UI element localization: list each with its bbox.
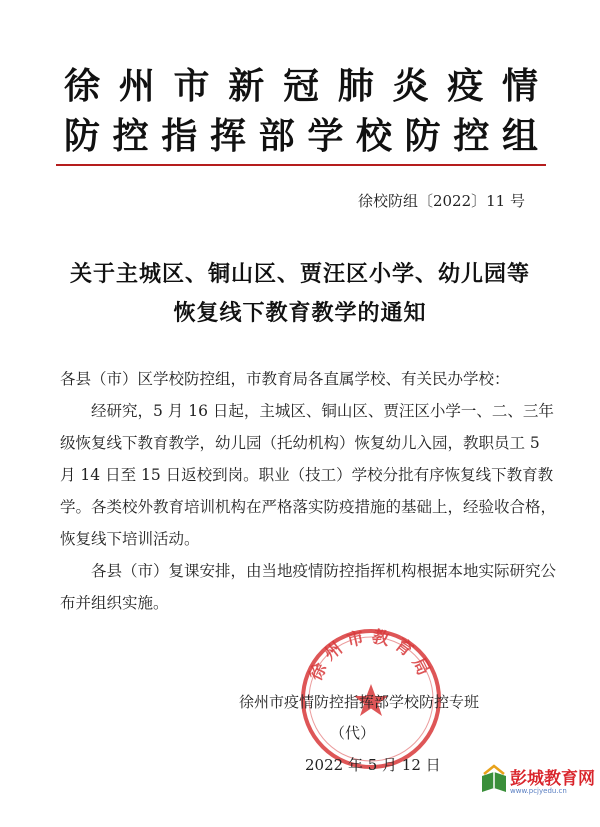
body-paragraph-2: 各县（市）复课安排，由当地疫情防控指挥机构根据本地实际研究公布并组织实施。 — [60, 562, 557, 612]
document-number: 徐校防组〔2022〕11 号 — [357, 192, 525, 210]
notice-title-line1: 关于主城区、铜山区、贾汪区小学、幼儿园等 — [69, 262, 530, 287]
book-icon — [482, 766, 506, 792]
watermark-brand: 彭城教育网 — [510, 769, 595, 789]
signature-date: 2022 年 5 月 12 日 — [305, 756, 441, 774]
issuer-header-line1: 徐州市新冠肺炎疫情 — [64, 66, 544, 107]
watermark-url: www.pcjyedu.cn — [510, 787, 567, 795]
header-divider — [56, 164, 546, 166]
salutation: 各县（市）区学校防控组，市教育局各直属学校、有关民办学校： — [60, 370, 510, 388]
svg-text:徐州市教育局: 徐州市教育局 — [305, 626, 437, 685]
signature-on-behalf: （代） — [330, 724, 376, 742]
body-paragraph-1: 经研究，5 月 16 日起，主城区、铜山区、贾汪区小学一、二、三年级恢复线下教育教学，幼儿园（托幼机构）恢复幼儿入园，教职员工 5 月 14 日至 15 日返校到岗。职业（技工）学校分批有序恢复线下教育教学。各类校外教育培训机构在严格落实防疫措施的基础上，经验收合格，恢复线下培训活动。 — [60, 402, 557, 548]
issuer-header-line2: 防控指挥部学校防控组 — [64, 116, 544, 157]
notice-title-line2: 恢复线下教育教学的通知 — [173, 301, 427, 326]
signature-organization: 徐州市疫情防控指挥部学校防控专班 — [239, 693, 480, 711]
